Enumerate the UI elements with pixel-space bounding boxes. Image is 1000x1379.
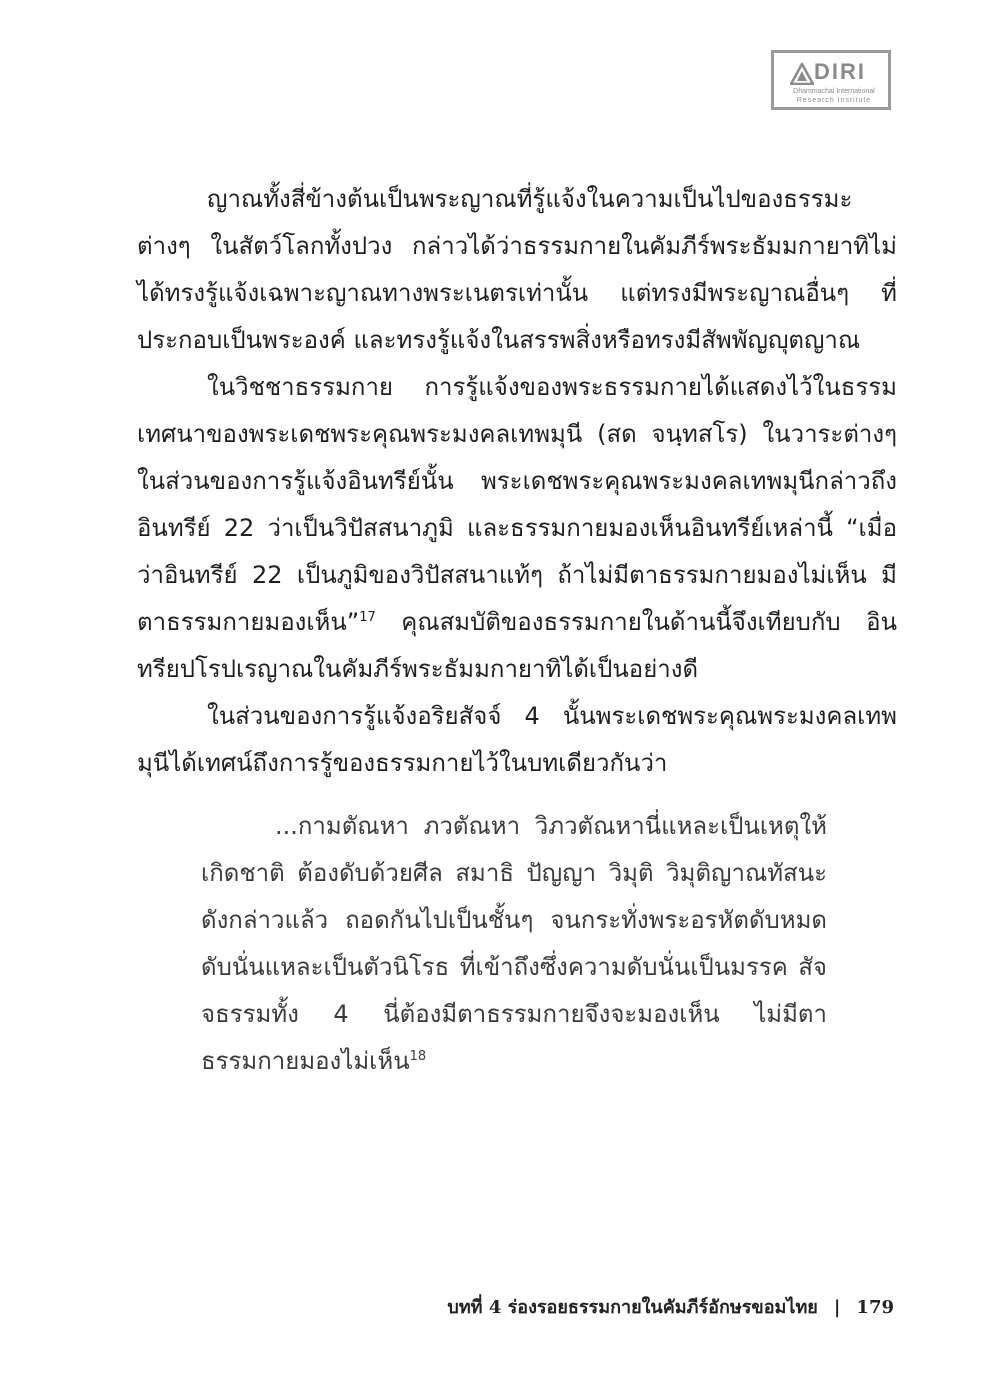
page-number: 179	[856, 1297, 894, 1318]
logo-subtitle-line2: Research Institute	[796, 97, 872, 104]
footer-chapter-title: บทที่ 4 ร่องรอยธรรมกายในคัมภีร์อักษรขอมไทย	[447, 1297, 818, 1318]
block-quote	[201, 803, 827, 1085]
paragraph-1: ญาณทั้งสี่ข้างต้นเป็นพระญาณที่รู้แจ้งในความเป็นไปของธรรมะต่างๆ ในสัตว์โลกทั้งปวง กล่าวได้ว่าธรรมกายในคัมภีร์พระธัมมกายาทิไม่ได้ทรงรู้แจ้งเฉพาะญาณทางพระเนตรเท่านั้น แต่ทรงมีพระญาณอื่นๆ ที่ประกอบเป็นพระองค์ และทรงรู้แจ้งในสรรพสิ่งหรือทรงมีสัพพัญญุตญาณ	[137, 185, 897, 354]
page-body	[137, 176, 897, 1085]
paragraph-2	[137, 364, 897, 693]
page-footer	[447, 1292, 894, 1321]
footer-separator: |	[833, 1297, 841, 1318]
footnote-ref-18[interactable]: 18	[409, 1049, 427, 1064]
triangle-logo-icon	[790, 63, 814, 85]
logo-brand-text: DIRI	[814, 59, 866, 84]
paragraph-2-text: ในวิชชาธรรมกาย การรู้แจ้งของพระธรรมกายได้แสดงไว้ในธรรมเทศนาของพระเดชพระคุณพระมงคลเทพมุนี (สด จนฺทสโร) ในวาระต่างๆ ในส่วนของการรู้แจ้งอินทรีย์นั้น พระเดชพระคุณพระมงคลเทพมุนีกล่าวถึงอินทรีย์ 22 ว่าเป็นวิปัสสนาภูมิ และธรรมกายมองเห็นอินทรีย์เหล่านี้ “เมื่อว่าอินทรีย์ 22 เป็นภูมิของวิปัสสนาแท้ๆ ถ้าไม่มีตาธรรมกายมองไม่เห็น มีตาธรรมกายมองเห็น”	[137, 373, 897, 636]
logo-subtitle-line1: Dhammachai International	[793, 88, 875, 95]
diri-logo	[771, 50, 891, 110]
footnote-ref-17[interactable]: 17	[359, 610, 376, 625]
paragraph-2-tail: คุณสมบัติของธรรมกายในด้านนี้จึงเทียบกับ อินทรียปโรปเรญาณในคัมภีร์พระธัมมกายาทิได้เป็นอย่างดี	[137, 608, 897, 683]
block-quote-text: ...กามตัณหา ภวตัณหา วิภวตัณหานี่แหละเป็นเหตุให้เกิดชาติ ต้องดับด้วยศีล สมาธิ ปัญญา วิมุติ วิมุติญาณทัสนะ ดังกล่าวแล้ว ถอดกันไปเป็นชั้นๆ จนกระทั่งพระอรหัตดับหมด ดับนั่นแหละเป็นตัวนิโรธ ที่เข้าถึงซึ่งความดับนั่นเป็นมรรค สัจจธรรมทั้ง 4 นี่ต้องมีตาธรรมกายจึงจะมองเห็น ไม่มีตาธรรมกายมองไม่เห็น	[201, 812, 827, 1075]
paragraph-3: ในส่วนของการรู้แจ้งอริยสัจจ์ 4 นั้นพระเดชพระคุณพระมงคลเทพมุนีได้เทศน์ถึงการรู้ของธรรมกายไว้ในบทเดียวกันว่า	[137, 702, 897, 777]
